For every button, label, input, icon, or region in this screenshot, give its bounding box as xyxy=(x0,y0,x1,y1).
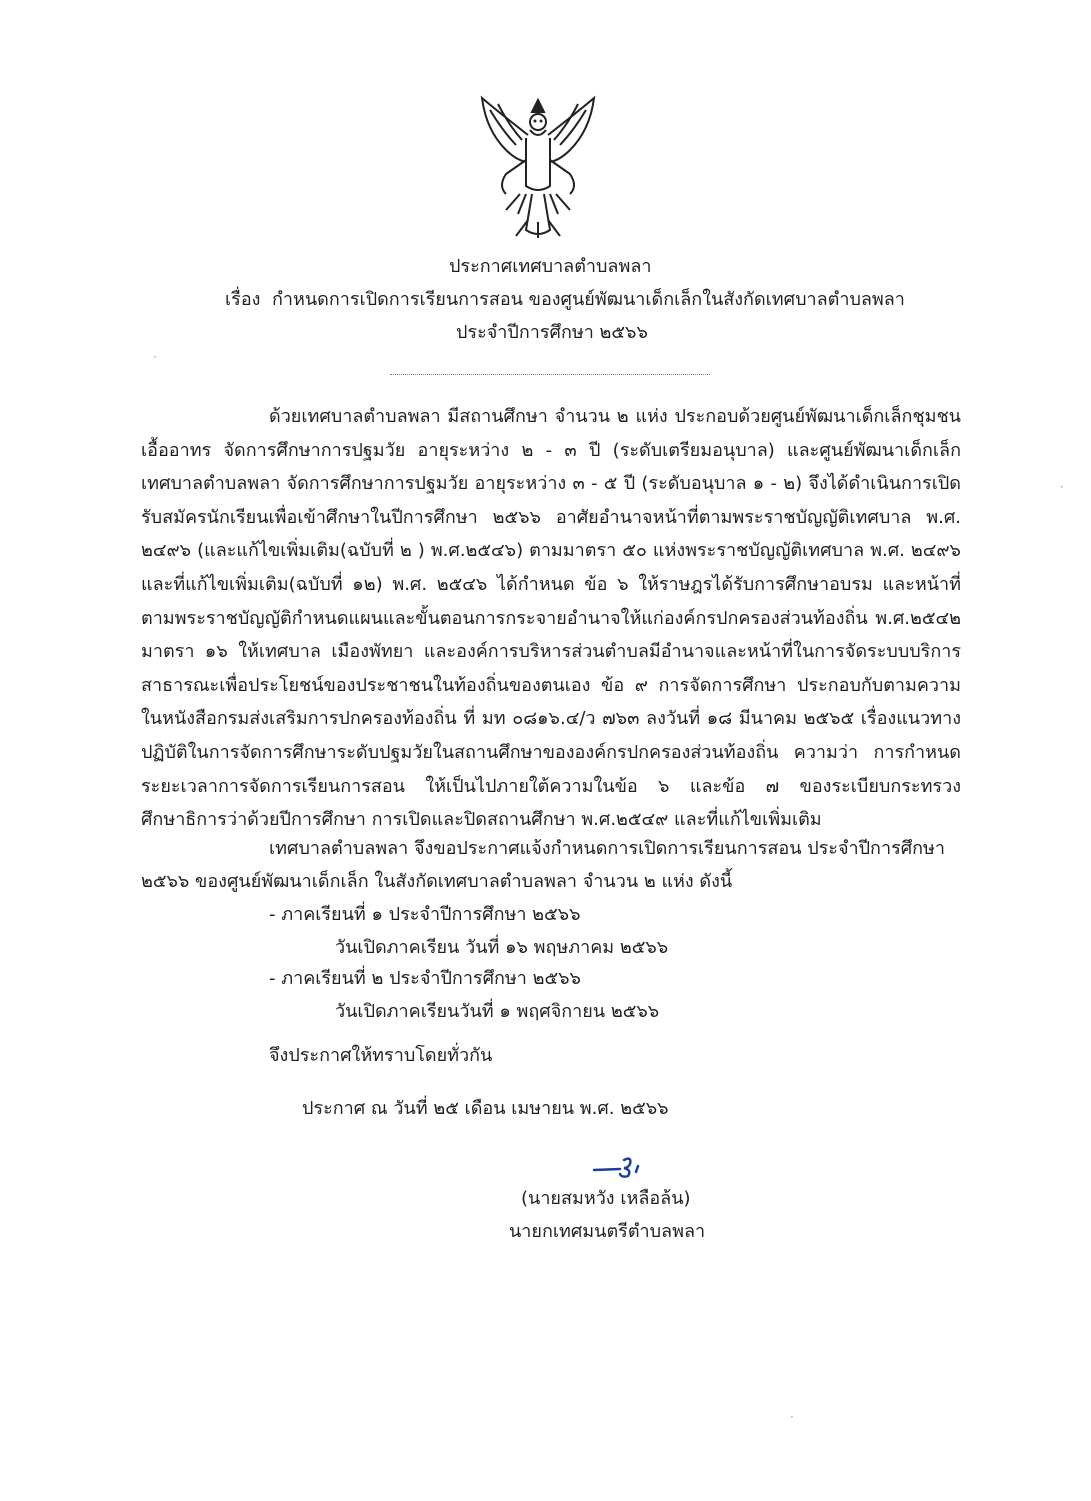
org-title: ประกาศเทศบาลตำบลพลา xyxy=(449,256,652,277)
term-1: - ภาคเรียนที่ ๑ ประจำปีการศึกษา ๒๕๖๖ xyxy=(269,904,581,925)
subject: กำหนดการเปิดการเรียนการสอน ของศูนย์พัฒนาเด็กเล็กในสังกัดเทศบาลตำบลพลา xyxy=(272,289,905,310)
term-1-open: วันเปิดภาคเรียน วันที่ ๑๖ พฤษภาคม ๒๕๖๖ xyxy=(335,937,669,958)
paragraph-2-line-1: เทศบาลตำบลพลา จึงขอประกาศแจ้งกำหนดการเปิดการเรียนการสอน ประจำปีการศึกษา xyxy=(269,838,946,859)
closing-line: จึงประกาศให้ทราบโดยทั่วกัน xyxy=(269,1045,493,1066)
separator-line xyxy=(390,374,710,375)
term-2: - ภาคเรียนที่ ๒ ประจำปีการศึกษา ๒๕๖๖ xyxy=(269,968,581,989)
paragraph-1: ด้วยเทศบาลตำบลพลา มีสถานศึกษา จำนวน ๒ แห่ง ประกอบด้วยศูนย์พัฒนาเด็กเล็กชุมชน เอื้ออาทร จัดการศึกษาการปฐมวัย อายุระหว่าง ๒ - ๓ ปี (ระดับเตรียมอนุบาล) และศูนย์พัฒนาเด็กเล็กเทศบาลตำบลพลา จัดการศึกษาการปฐมวัย อายุระหว่าง ๓ - ๕ ปี (ระดับอนุบาล ๑ - ๒) จึงได้ดำเนินการเปิดรับสมัครนักเรียนเพื่อเข้าศึกษาในปีการศึกษา ๒๕๖๖ อาศัยอำนาจหน้าที่ตามพระราชบัญญัติเทศบาล พ.ศ. ๒๔๙๖ (และแก้ไขเพิ่มเติม(ฉบับที่ ๒ ) พ.ศ.๒๕๔๖) ตามมาตรา ๕๐ แห่งพระราชบัญญัติเทศบาล พ.ศ. ๒๔๙๖ และที่แก้ไขเพิ่มเติม(ฉบับที่ ๑๒) พ.ศ. ๒๕๔๖ ได้กำหนด ข้อ ๖ ให้ราษฎรได้รับการศึกษาอบรม และหน้าที่ตามพระราชบัญญัติกำหนดแผนและขั้นตอนการกระจายอำนาจให้แก่องค์กรปกครองส่วนท้องถิ่น พ.ศ.๒๕๔๒ มาตรา ๑๖ ให้เทศบาล เมืองพัทยา และองค์การบริหารส่วนตำบลมีอำนาจและหน้าที่ในการจัดระบบบริการสาธารณะเพื่อประโยชน์ของประชาชนในท้องถิ่นของตนเอง ข้อ ๙ การจัดการศึกษา ประกอบกับตามความในหนังสือกรมส่งเสริมการปกครองท้องถิ่น ที่ มท ๐๘๑๖.๔/ว ๗๖๓ ลงวันที่ ๑๘ มีนาคม ๒๕๖๕ เรื่องแนวทางปฏิบัติในการจัดการศึกษาระดับปฐมวัยในสถานศึกษาขององค์กรปกครองส่วนท้องถิ่น ความว่า การกำหนดระยะเวลาการจัดการเรียนการสอน ให้เป็นไปภายใต้ความในข้อ ๖ และข้อ ๗ ของระเบียบกระทรวงศึกษาธิการว่าด้วยปีการศึกษา การเปิดและปิดสถานศึกษา พ.ศ.๒๕๔๙ และที่แก้ไขเพิ่มเติม xyxy=(141,406,961,831)
garuda-emblem xyxy=(476,90,600,240)
scan-speck: · xyxy=(790,1410,794,1424)
scan-speck: · xyxy=(1060,480,1064,494)
date-line: ประกาศ ณ วันที่ ๒๕ เดือน เมษายน พ.ศ. ๒๕๖๖ xyxy=(302,1098,669,1119)
scan-speck: · xyxy=(153,350,157,364)
signature-mark xyxy=(590,1152,650,1180)
paragraph-2-line-2: ๒๕๖๖ ของศูนย์พัฒนาเด็กเล็ก ในสังกัดเทศบาลตำบลพลา จำนวน ๒ แห่ง ดังนี้ xyxy=(141,871,733,892)
subject-label: เรื่อง xyxy=(225,289,261,310)
signer-position: นายกเทศมนตรีตำบลพลา xyxy=(509,1221,706,1242)
signer-name: (นายสมหวัง เหลือล้น) xyxy=(521,1188,691,1209)
year-line: ประจำปีการศึกษา ๒๕๖๖ xyxy=(456,322,648,343)
term-2-open: วันเปิดภาคเรียนวันที่ ๑ พฤศจิกายน ๒๕๖๖ xyxy=(335,1001,660,1022)
